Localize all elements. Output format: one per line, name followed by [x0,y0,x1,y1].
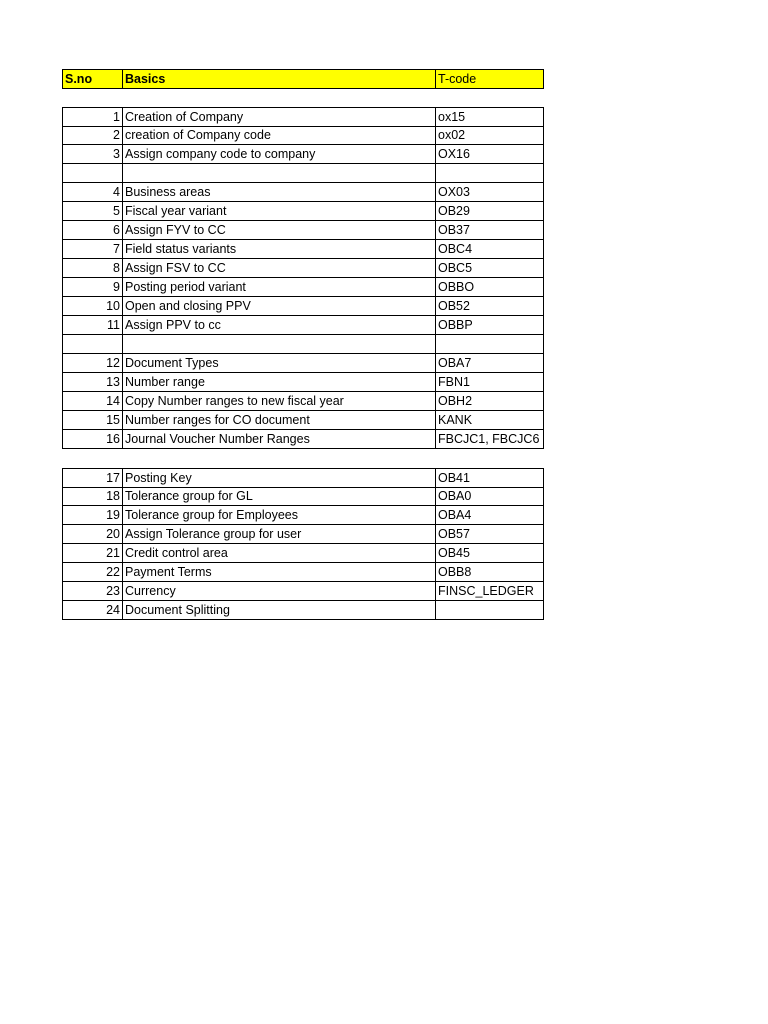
cell-basics[interactable]: Copy Number ranges to new fiscal year [123,392,436,411]
cell-tcode[interactable]: OB52 [436,297,544,316]
cell-basics[interactable]: Creation of Company [123,107,436,127]
cell-basics[interactable]: Posting period variant [123,278,436,297]
table-block-tolerance [62,468,544,620]
cell-basics[interactable]: Journal Voucher Number Ranges [123,430,436,449]
cell-sno[interactable]: 19 [62,506,123,525]
cell-sno[interactable]: 10 [62,297,123,316]
table-row [62,411,544,430]
cell-basics[interactable]: creation of Company code [123,126,436,145]
table-block-basics [62,107,544,449]
cell-tcode[interactable]: OB45 [436,544,544,563]
cell-sno[interactable]: 4 [62,183,123,202]
cell-basics[interactable]: Assign FSV to CC [123,259,436,278]
cell-sno[interactable]: 8 [62,259,123,278]
cell-basics[interactable]: Number range [123,373,436,392]
cell-tcode[interactable]: OB29 [436,202,544,221]
cell-tcode[interactable] [436,335,544,354]
spreadsheet-table [62,69,544,620]
table-row [62,164,544,183]
cell-tcode[interactable]: OBA4 [436,506,544,525]
table-row [62,544,544,563]
cell-sno[interactable]: 12 [62,354,123,373]
cell-tcode[interactable]: OB41 [436,468,544,488]
cell-tcode[interactable]: KANK [436,411,544,430]
cell-tcode[interactable]: OBH2 [436,392,544,411]
cell-sno[interactable] [62,335,123,354]
cell-sno[interactable]: 18 [62,487,123,506]
table-row [62,430,544,449]
cell-sno[interactable]: 20 [62,525,123,544]
cell-sno[interactable]: 14 [62,392,123,411]
cell-sno[interactable]: 11 [62,316,123,335]
header-tcode[interactable]: T-code [436,69,544,89]
cell-sno[interactable] [62,164,123,183]
cell-sno[interactable]: 22 [62,563,123,582]
cell-tcode[interactable]: OBA7 [436,354,544,373]
table-row [62,506,544,525]
cell-sno[interactable]: 24 [62,601,123,620]
table-row [62,278,544,297]
cell-tcode[interactable]: FBCJC1, FBCJC6 [436,430,544,449]
cell-basics[interactable]: Document Splitting [123,601,436,620]
cell-tcode[interactable]: OBC5 [436,259,544,278]
cell-tcode[interactable]: OBBP [436,316,544,335]
table-row [62,373,544,392]
cell-basics[interactable]: Assign company code to company [123,145,436,164]
table-row [62,259,544,278]
cell-basics[interactable]: Field status variants [123,240,436,259]
cell-sno[interactable]: 13 [62,373,123,392]
cell-sno[interactable]: 21 [62,544,123,563]
cell-sno[interactable]: 1 [62,107,123,127]
cell-sno[interactable]: 2 [62,126,123,145]
cell-tcode[interactable]: OBA0 [436,487,544,506]
cell-tcode[interactable]: OX03 [436,183,544,202]
cell-tcode[interactable] [436,164,544,183]
header-sno[interactable]: S.no [62,69,123,89]
cell-basics[interactable]: Assign Tolerance group for user [123,525,436,544]
table-row [62,202,544,221]
cell-sno[interactable]: 6 [62,221,123,240]
table-row [62,487,544,506]
blank-spacer-row [62,88,544,107]
header-row [62,69,544,88]
table-row [62,601,544,620]
table-row [62,297,544,316]
cell-basics[interactable]: Payment Terms [123,563,436,582]
cell-tcode[interactable]: OB57 [436,525,544,544]
cell-sno[interactable]: 5 [62,202,123,221]
cell-sno[interactable]: 17 [62,468,123,488]
header-basics[interactable]: Basics [123,69,436,89]
cell-sno[interactable]: 9 [62,278,123,297]
table-row [62,335,544,354]
cell-basics[interactable]: Business areas [123,183,436,202]
table-row [62,316,544,335]
cell-tcode[interactable]: OBBO [436,278,544,297]
cell-basics[interactable] [123,335,436,354]
cell-tcode[interactable]: OBB8 [436,563,544,582]
table-row [62,240,544,259]
cell-tcode[interactable]: OBC4 [436,240,544,259]
cell-basics[interactable]: Tolerance group for GL [123,487,436,506]
table-row [62,525,544,544]
cell-basics[interactable]: Currency [123,582,436,601]
cell-tcode[interactable]: FINSC_LEDGER [436,582,544,601]
cell-basics[interactable]: Posting Key [123,468,436,488]
table-row [62,468,544,487]
table-row [62,221,544,240]
cell-sno[interactable]: 7 [62,240,123,259]
cell-sno[interactable]: 15 [62,411,123,430]
cell-basics[interactable]: Assign FYV to CC [123,221,436,240]
cell-basics[interactable] [123,164,436,183]
cell-basics[interactable]: Credit control area [123,544,436,563]
cell-sno[interactable]: 16 [62,430,123,449]
cell-basics[interactable]: Open and closing PPV [123,297,436,316]
table-row [62,126,544,145]
cell-basics[interactable]: Assign PPV to cc [123,316,436,335]
cell-tcode[interactable]: OB37 [436,221,544,240]
table-row [62,582,544,601]
blank-spacer-row [62,449,544,468]
cell-tcode[interactable] [436,601,544,620]
table-row [62,183,544,202]
table-row [62,392,544,411]
cell-basics[interactable]: Tolerance group for Employees [123,506,436,525]
cell-basics[interactable]: Fiscal year variant [123,202,436,221]
cell-basics[interactable]: Number ranges for CO document [123,411,436,430]
table-row [62,563,544,582]
cell-tcode[interactable]: ox15 [436,107,544,127]
table-row [62,354,544,373]
cell-tcode[interactable]: ox02 [436,126,544,145]
table-row [62,145,544,164]
table-row [62,107,544,126]
cell-sno[interactable]: 23 [62,582,123,601]
cell-basics[interactable]: Document Types [123,354,436,373]
cell-tcode[interactable]: OX16 [436,145,544,164]
cell-tcode[interactable]: FBN1 [436,373,544,392]
cell-sno[interactable]: 3 [62,145,123,164]
